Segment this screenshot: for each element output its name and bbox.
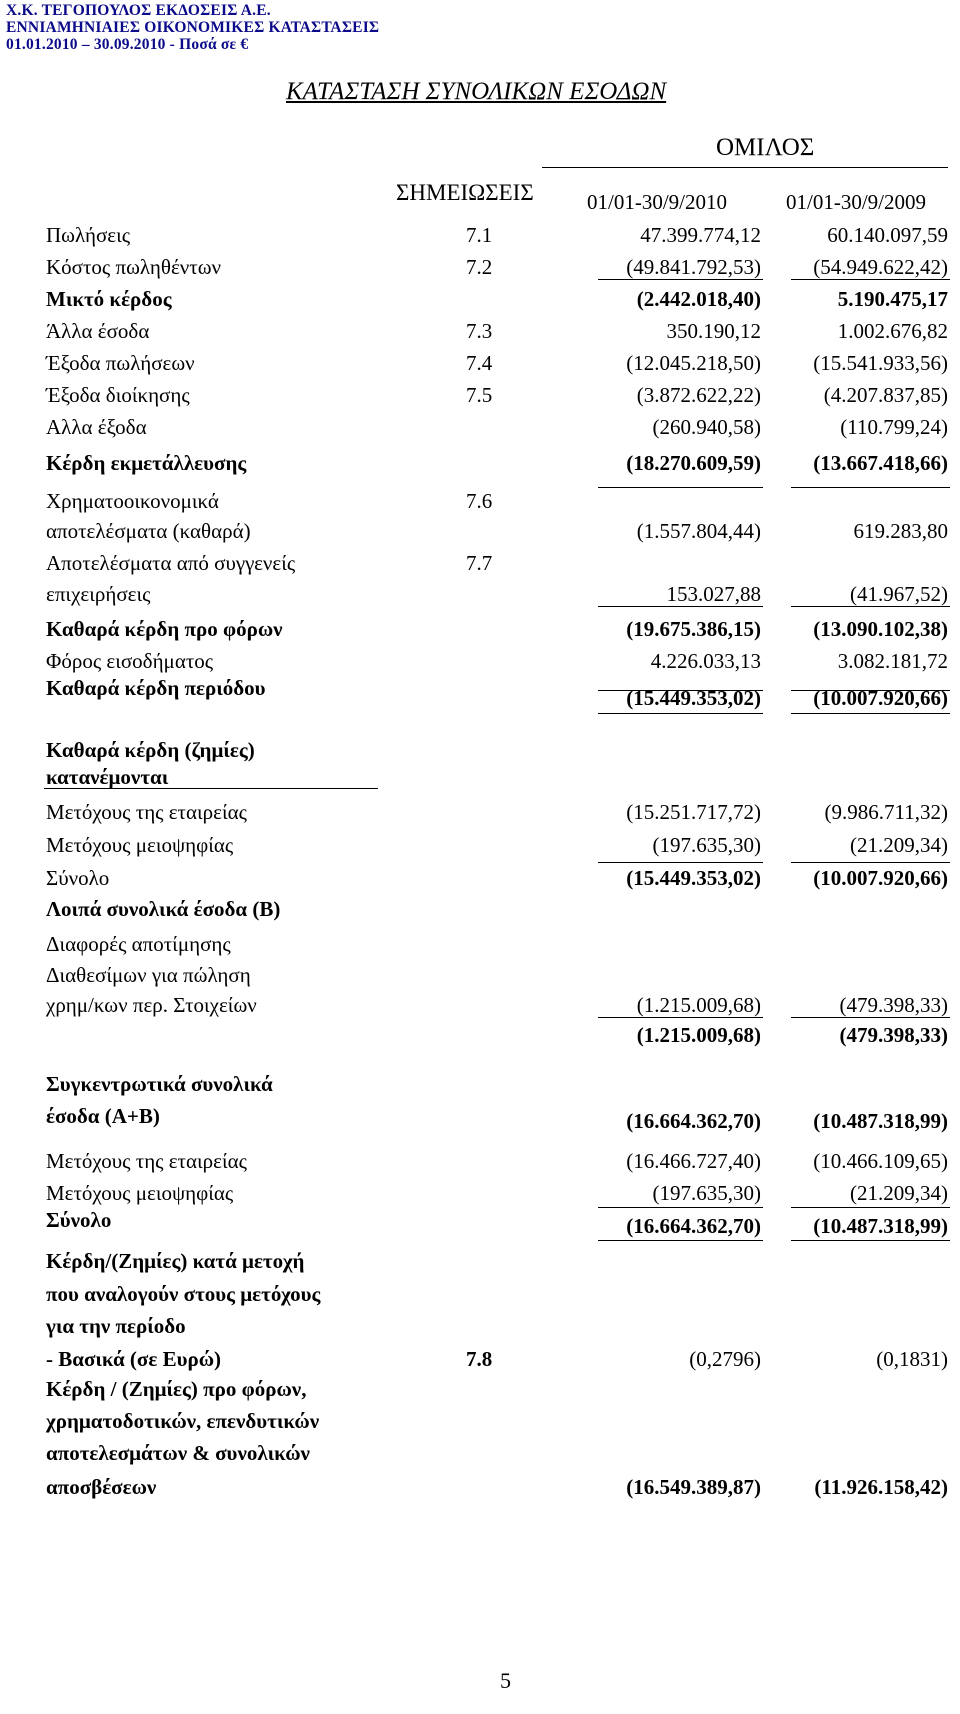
value-2009: 1.002.676,82 <box>837 319 948 343</box>
row-label: Αποτελέσματα από συγγενείς <box>46 551 296 575</box>
row-note: 7.1 <box>466 223 493 247</box>
table-row <box>0 738 960 768</box>
value-2010: (1.215.009,68) <box>636 1023 761 1047</box>
row-note: 7.4 <box>466 351 493 375</box>
value-2010: (16.466.727,40) <box>626 1149 761 1173</box>
page-number: 5 <box>500 1668 511 1693</box>
row-label: Χρηματοοικονομικά <box>46 489 219 513</box>
row-note: 7.6 <box>466 489 493 513</box>
row-label: Μετόχους μειοψηφίας <box>46 1181 234 1205</box>
row-label: αποσβέσεων <box>46 1475 157 1499</box>
table-row <box>0 551 960 581</box>
value-2009: (110.799,24) <box>840 415 948 439</box>
notes-column-header: ΣΗΜΕΙΩΣΕΙΣ <box>396 180 534 205</box>
row-label: Έξοδα πωλήσεων <box>46 351 195 375</box>
row-label: Κόστος πωληθέντων <box>46 255 222 279</box>
value-2010: 153.027,88 <box>666 582 761 606</box>
table-row <box>0 1441 960 1471</box>
table-row <box>0 1208 960 1238</box>
row-label: αποτελεσμάτων & συνολικών <box>46 1441 310 1465</box>
value-2009: (11.926.158,42) <box>814 1475 948 1499</box>
value-2010: (15.449.353,02) <box>626 686 761 710</box>
value-2009: (10.487.318,99) <box>813 1109 948 1133</box>
value-2010: (16.664.362,70) <box>626 1214 761 1238</box>
table-row <box>0 287 960 317</box>
table-row <box>0 993 960 1023</box>
table-row <box>0 1249 960 1279</box>
divider-line <box>598 1240 763 1241</box>
table-row <box>0 649 960 679</box>
period-2010-header: 01/01-30/9/2010 <box>587 190 727 214</box>
statement-title: ΚΑΤΑΣΤΑΣΗ ΣΥΝΟΛΙΚΩΝ ΕΣΟΔΩΝ <box>286 78 667 105</box>
value-2009: 60.140.097,59 <box>827 223 948 247</box>
value-2010: (16.664.362,70) <box>626 1109 761 1133</box>
value-2009: (13.667.418,66) <box>813 451 948 475</box>
value-2009: (13.090.102,38) <box>813 617 948 641</box>
value-2010: (1.557.804,44) <box>636 519 761 543</box>
group-underline <box>542 167 948 168</box>
reporting-period: 01.01.2010 – 30.09.2010 - Ποσά σε € <box>6 36 249 53</box>
value-2010: (197.635,30) <box>652 833 761 857</box>
table-row <box>0 897 960 927</box>
value-2009: (21.209,34) <box>850 1181 948 1205</box>
row-label: για την περίοδο <box>46 1314 186 1338</box>
value-2010: (19.675.386,15) <box>626 617 761 641</box>
row-label: Καθαρά κέρδη περιόδου <box>46 676 266 700</box>
divider-line <box>598 713 763 714</box>
row-label: Διαθεσίμων για πώληση <box>46 963 251 987</box>
table-row <box>0 1181 960 1211</box>
row-label: Άλλα έσοδα <box>46 319 150 343</box>
table-row <box>0 1475 960 1505</box>
value-2009: 619.283,80 <box>853 519 948 543</box>
value-2010: (0,2796) <box>689 1347 761 1371</box>
table-row <box>0 833 960 863</box>
table-row <box>0 1377 960 1407</box>
value-2009: (54.949.622,42) <box>813 255 948 279</box>
row-label: που αναλογούν στους μετόχους <box>46 1282 321 1306</box>
row-label: έσοδα (Α+Β) <box>46 1104 160 1128</box>
divider-line <box>598 487 763 488</box>
value-2009: 3.082.181,72 <box>837 649 948 673</box>
value-2010: 350.190,12 <box>666 319 761 343</box>
value-2009: 5.190.475,17 <box>837 287 948 311</box>
row-label: Συγκεντρωτικά συνολικά <box>46 1072 273 1096</box>
value-2009: (10.007.920,66) <box>813 866 948 890</box>
row-label: χρημ/κων περ. Στοιχείων <box>46 993 257 1017</box>
value-2010: (15.449.353,02) <box>626 866 761 890</box>
table-row <box>0 451 960 481</box>
value-2009: (479.398,33) <box>839 993 948 1017</box>
row-label: Μετόχους της εταιρείας <box>46 800 247 824</box>
divider-line <box>791 1240 950 1241</box>
value-2009: (10.487.318,99) <box>813 1214 948 1238</box>
table-row <box>0 255 960 285</box>
value-2009: (9.986.711,32) <box>824 800 948 824</box>
row-label: Φόρος εισοδήματος <box>46 649 214 673</box>
table-row <box>0 415 960 445</box>
table-row <box>0 519 960 549</box>
value-2010: 4.226.033,13 <box>650 649 761 673</box>
value-2009: (479.398,33) <box>839 1023 948 1047</box>
row-label: κατανέμονται <box>46 765 169 789</box>
table-row <box>0 1314 960 1344</box>
table-row <box>0 1072 960 1102</box>
row-label: επιχειρήσεις <box>46 582 151 606</box>
value-2010: (16.549.389,87) <box>626 1475 761 1499</box>
table-row <box>0 319 960 349</box>
row-label: Μετόχους μειοψηφίας <box>46 833 234 857</box>
row-note: 7.8 <box>466 1347 493 1371</box>
value-2010: 47.399.774,12 <box>640 223 761 247</box>
value-2010: (15.251.717,72) <box>626 800 761 824</box>
row-label: Μικτό κέρδος <box>46 287 172 311</box>
value-2010: (197.635,30) <box>652 1181 761 1205</box>
table-row <box>0 351 960 381</box>
value-2010: (260.940,58) <box>652 415 761 439</box>
row-note: 7.5 <box>466 383 493 407</box>
row-label: Κέρδη / (Ζημίες) προ φόρων, <box>46 1377 307 1401</box>
table-row <box>0 1282 960 1312</box>
table-row <box>0 1347 960 1377</box>
row-label: Αλλα έξοδα <box>46 415 147 439</box>
period-2009-header: 01/01-30/9/2009 <box>786 190 926 214</box>
table-row <box>0 1023 960 1053</box>
value-2010: (2.442.018,40) <box>636 287 761 311</box>
table-row <box>0 932 960 962</box>
row-label: Κέρδη εκμετάλλευσης <box>46 451 247 475</box>
divider-line <box>791 713 950 714</box>
table-row <box>0 489 960 519</box>
value-2010: (1.215.009,68) <box>636 993 761 1017</box>
row-label: Καθαρά κέρδη (ζημίες) <box>46 738 255 762</box>
row-label: Λοιπά συνολικά έσοδα (Β) <box>46 897 281 921</box>
table-row <box>0 1409 960 1439</box>
value-2009: (4.207.837,85) <box>823 383 948 407</box>
value-2009: (41.967,52) <box>850 582 948 606</box>
company-name: Χ.Κ. ΤΕΓΟΠΟΥΛΟΣ ΕΚΔΟΣΕΙΣ Α.Ε. <box>6 2 271 19</box>
table-row <box>0 1104 960 1134</box>
row-label: Διαφορές αποτίμησης <box>46 932 231 956</box>
row-note: 7.7 <box>466 551 493 575</box>
value-2009: (21.209,34) <box>850 833 948 857</box>
row-note: 7.3 <box>466 319 493 343</box>
value-2009: (10.007.920,66) <box>813 686 948 710</box>
group-heading: ΟΜΙΛΟΣ <box>716 134 815 161</box>
row-label: Σύνολο <box>46 1208 112 1232</box>
row-note: 7.2 <box>466 255 493 279</box>
statements-subtitle: ΕΝΝΙΑΜΗΝΙΑΙΕΣ ΟΙΚΟΝΟΜΙΚΕΣ ΚΑΤΑΣΤΑΣΕΙΣ <box>6 19 380 36</box>
value-2010: (3.872.622,22) <box>636 383 761 407</box>
value-2009: (15.541.933,56) <box>813 351 948 375</box>
table-row <box>0 676 960 712</box>
row-label: Σύνολο <box>46 866 110 890</box>
row-label: Κέρδη/(Ζημίες) κατά μετοχή <box>46 1249 305 1273</box>
table-row <box>0 582 960 612</box>
table-row <box>0 1149 960 1179</box>
table-row <box>0 383 960 413</box>
table-row <box>0 617 960 647</box>
value-2010: (49.841.792,53) <box>626 255 761 279</box>
value-2009: (0,1831) <box>876 1347 948 1371</box>
row-label: Έξοδα διοίκησης <box>46 383 190 407</box>
value-2010: (18.270.609,59) <box>626 451 761 475</box>
row-label: - Βασικά (σε Ευρώ) <box>46 1347 222 1371</box>
row-label: αποτελέσματα (καθαρά) <box>46 519 251 543</box>
table-row <box>0 963 960 993</box>
row-label: Μετόχους της εταιρείας <box>46 1149 247 1173</box>
row-label: χρηματοδοτικών, επενδυτικών <box>46 1409 320 1433</box>
value-2009: (10.466.109,65) <box>813 1149 948 1173</box>
divider-line <box>791 487 950 488</box>
table-row <box>0 800 960 830</box>
row-label: Καθαρά κέρδη προ φόρων <box>46 617 283 641</box>
table-row <box>0 223 960 253</box>
row-label: Πωλήσεις <box>46 223 131 247</box>
document-header <box>6 2 379 53</box>
value-2010: (12.045.218,50) <box>626 351 761 375</box>
table-row <box>0 866 960 896</box>
table-row <box>0 765 960 795</box>
